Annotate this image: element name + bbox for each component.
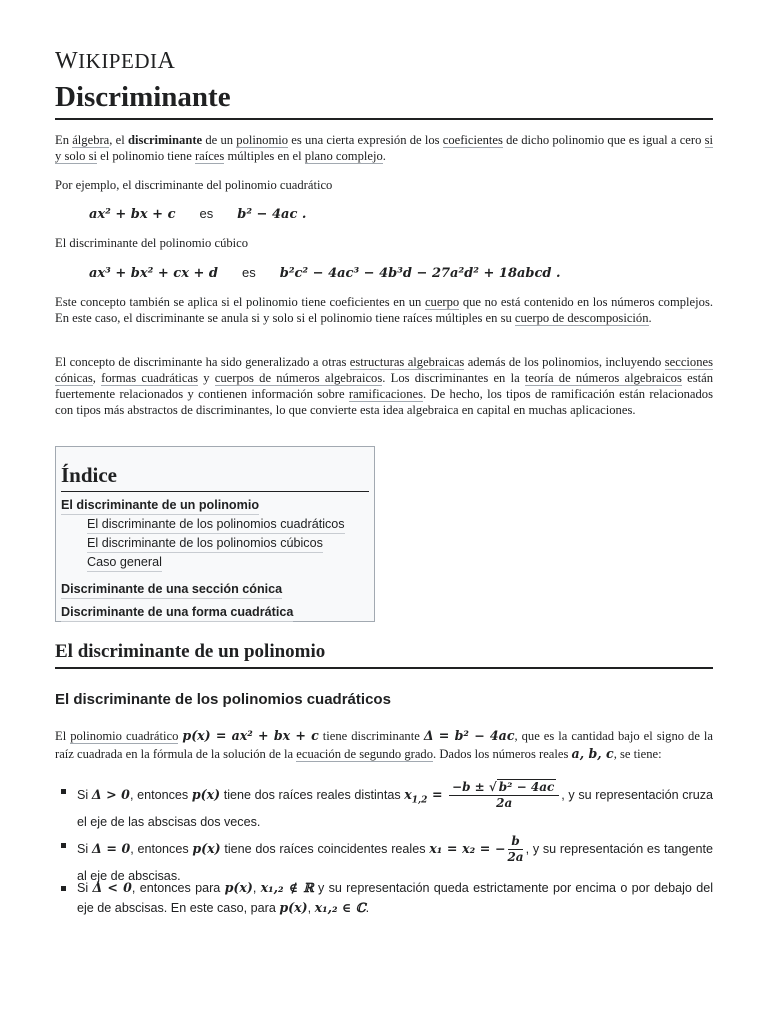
quadratic-paragraph: El polinomio cuadrático p(x) = ax² + bx + c tiene discriminante Δ = b² − 4ac, que es la cantidad bajo el signo de la raíz cuadrada en la fórmula de la solución de la ecuación de segundo grado. Dados los números reales a, b, c, se tiene: <box>55 728 714 761</box>
toc-item-polinomios-cubicos[interactable]: El discriminante de los polinomios cúbicos <box>87 534 323 553</box>
link-raices[interactable]: raíces <box>194 149 225 163</box>
link-polinomio-cuadratico[interactable]: polinomio cuadrático <box>70 729 179 743</box>
fraction-quadratic-formula: $\frac{\text{−b ± √ b² − 4ac}}{2a}$ <box>449 780 559 811</box>
link-coeficientes[interactable]: coeficientes <box>442 133 503 147</box>
table-of-contents <box>55 446 375 622</box>
list-item-delta-zero: Si Δ = 0, entonces p(x) tiene dos raíces coincidentes reales x₁ = x₂ = − $\frac{b}{2a}$ , y su representación es tangente al eje de abscisas. <box>77 834 713 887</box>
bullet-icon <box>61 843 66 848</box>
link-ramificaciones[interactable]: ramificaciones <box>348 387 424 401</box>
wikipedia-logo[interactable]: WIKIPEDIA <box>55 48 176 74</box>
link-cuerpos-de-numeros[interactable]: cuerpos de números algebraicos <box>214 371 383 385</box>
cubic-paragraph: El discriminante del polinomio cúbico <box>55 236 249 250</box>
example-paragraph: Por ejemplo, el discriminante del polinomio cuadrático <box>55 178 333 192</box>
link-ecuacion-segundo-grado[interactable]: ecuación de segundo grado <box>296 747 434 761</box>
subsection-heading-cuadraticos: El discriminante de los polinomios cuadráticos <box>55 691 391 708</box>
fraction-double-root: $\frac{b}{2a}$ <box>507 834 524 864</box>
toc-item-discriminante-polinomio[interactable]: El discriminante de un polinomio <box>61 496 259 515</box>
link-cuerpo-de-descomposicion[interactable]: cuerpo de descomposición <box>514 311 649 325</box>
list-item-delta-positive: Si Δ > 0, entonces p(x) tiene dos raíces reales distintas $x_{1,2}$ = $\frac{\text{−b ± √ b² − 4ac}}{2a}$ , y su representación cruza el eje de las abscisas dos veces. <box>77 780 713 833</box>
formula-quadratic: ax² + bx + c es b² − 4ac . <box>89 206 307 222</box>
link-polinomio[interactable]: polinomio <box>236 133 289 147</box>
link-secciones-conicas[interactable]: secciones cónicas <box>55 355 713 385</box>
link-formas-cuadraticas[interactable]: formas cuadráticas <box>101 371 198 385</box>
math-polynomial: p(x) = ax² + bx + c <box>182 728 319 743</box>
bullet-icon <box>61 886 66 891</box>
toc-item-polinomios-cuadraticos[interactable]: El discriminante de los polinomios cuadráticos <box>87 515 345 534</box>
toc-item-seccion-conica[interactable]: Discriminante de una sección cónica <box>61 580 282 599</box>
link-plano-complejo[interactable]: plano complejo <box>304 149 383 163</box>
link-algebra[interactable]: álgebra <box>72 133 110 147</box>
toc-item-caso-general[interactable]: Caso general <box>87 553 162 572</box>
field-paragraph: Este concepto también se aplica si el polinomio tiene coeficientes en un cuerpo que no está contenido en los números complejos. En este caso, el discriminante se anula si y solo si el polinomio tiene raíces múltiples en su cuerpo de descomposición. <box>55 295 713 325</box>
term-discriminante: discriminante <box>127 133 203 147</box>
link-teoria-de-numeros[interactable]: teoría de números algebraicos <box>524 371 682 385</box>
toc-item-forma-cuadratica[interactable]: Discriminante de una forma cuadrática <box>61 603 293 622</box>
intro-paragraph: En álgebra, el discriminante de un polinomio es una cierta expresión de los coeficientes de dicho polinomio que es igual a cero si y solo si el polinomio tiene raíces múltiples en el plano complejo. <box>55 133 713 163</box>
math-delta-definition: Δ = b² − 4ac <box>423 728 515 743</box>
math-coefficients: a, b, c <box>571 746 614 761</box>
formula-cubic: ax³ + bx² + cx + d es b²c² − 4ac³ − 4b³d − 27a²d² + 18abcd . <box>89 265 561 281</box>
link-estructuras-algebraicas[interactable]: estructuras algebraicas <box>349 355 465 369</box>
list-item-delta-negative: Si Δ < 0, entonces para p(x), x₁,₂ ∉ ℝ y su representación queda estrictamente por encima o por debajo del eje de abscisas. En este caso, para p(x), x₁,₂ ∈ ℂ. <box>77 878 713 918</box>
link-cuerpo[interactable]: cuerpo <box>424 295 460 309</box>
link-si-y-solo-si[interactable]: si y solo si <box>55 133 713 163</box>
generalization-paragraph: El concepto de discriminante ha sido generalizado a otras estructuras algebraicas además de los polinomios, incluyendo secciones cónicas, formas cuadráticas y cuerpos de números algebraicos. Los discriminantes en la teoría de números algebraicos están fuertemente relacionados y contienen información sobre ramificaciones. De hecho, los tipos de ramificación están relacionados con tipos más abstractos de discriminantes, lo que convierte esta idea algebraica en capital en muchas aplicaciones. <box>55 355 714 417</box>
bullet-icon <box>61 789 66 794</box>
page-title: Discriminante <box>55 80 713 120</box>
toc-heading: Índice <box>61 461 369 492</box>
section-heading-polinomio: El discriminante de un polinomio <box>55 640 713 669</box>
